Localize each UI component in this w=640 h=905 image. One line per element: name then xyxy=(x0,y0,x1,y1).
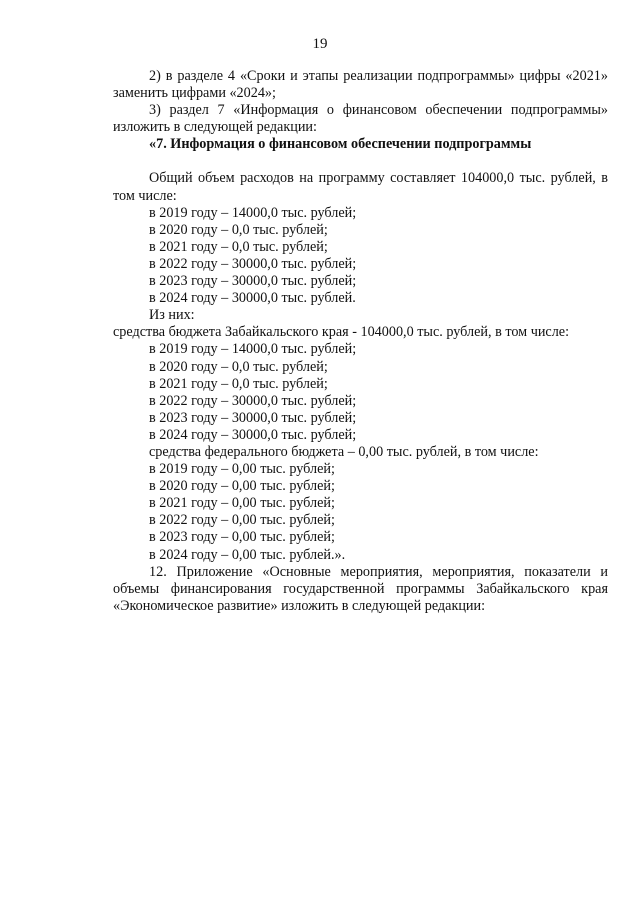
document-body xyxy=(113,68,608,615)
federal-year-2024: в 2024 году – 0,00 тыс. рублей.». xyxy=(149,546,346,563)
section-heading: «7. Информация о финансовом обеспечении подпрограммы xyxy=(149,136,532,153)
regional-budget-paragraph: средства бюджета Забайкальского края - 104000,0 тыс. рублей, в том числе: xyxy=(113,324,570,341)
total-year-2021: в 2021 году – 0,0 тыс. рублей; xyxy=(149,238,328,255)
federal-year-2023: в 2023 году – 0,00 тыс. рублей; xyxy=(149,529,335,546)
regional-year-2020: в 2020 году – 0,0 тыс. рублей; xyxy=(149,358,328,375)
spacer xyxy=(113,153,608,170)
regional-year-2019: в 2019 году – 14000,0 тыс. рублей; xyxy=(149,341,357,358)
regional-year-2022: в 2022 году – 30000,0 тыс. рублей; xyxy=(149,392,357,409)
regional-year-2023: в 2023 году – 30000,0 тыс. рублей; xyxy=(149,409,357,426)
item-3-paragraph: 3) раздел 7 «Информация о финансовом обеспечении подпрограммы» изложить в следующей редакции: xyxy=(113,102,608,136)
federal-year-2022: в 2022 году – 0,00 тыс. рублей; xyxy=(149,512,335,529)
regional-year-2024: в 2024 году – 30000,0 тыс. рублей; xyxy=(149,426,357,443)
total-year-2023: в 2023 году – 30000,0 тыс. рублей; xyxy=(149,273,357,290)
total-year-2020: в 2020 году – 0,0 тыс. рублей; xyxy=(149,221,328,238)
regional-year-2021: в 2021 году – 0,0 тыс. рублей; xyxy=(149,375,328,392)
page-number: 19 xyxy=(312,36,328,52)
federal-year-2019: в 2019 году – 0,00 тыс. рублей; xyxy=(149,461,335,478)
federal-year-2021: в 2021 году – 0,00 тыс. рублей; xyxy=(149,495,335,512)
total-expenses-paragraph: Общий объем расходов на программу составляет 104000,0 тыс. рублей, в том числе: xyxy=(113,170,608,204)
federal-year-2020: в 2020 году – 0,00 тыс. рублей; xyxy=(149,478,335,495)
of-them-label: Из них: xyxy=(149,307,195,324)
total-year-2024: в 2024 году – 30000,0 тыс. рублей. xyxy=(149,290,356,307)
federal-budget-paragraph: средства федерального бюджета – 0,00 тыс. рублей, в том числе: xyxy=(149,443,539,460)
item-2-paragraph: 2) в разделе 4 «Сроки и этапы реализации подпрограммы» цифры «2021» заменить цифрами «2024»; xyxy=(113,68,608,102)
total-year-2022: в 2022 году – 30000,0 тыс. рублей; xyxy=(149,255,357,272)
item-12-paragraph: 12. Приложение «Основные мероприятия, мероприятия, показатели и объемы финансирования государственной программы Забайкальского края «Экономическое развитие» изложить в следующей редакции: xyxy=(113,563,608,614)
total-year-2019: в 2019 году – 14000,0 тыс. рублей; xyxy=(149,204,357,221)
